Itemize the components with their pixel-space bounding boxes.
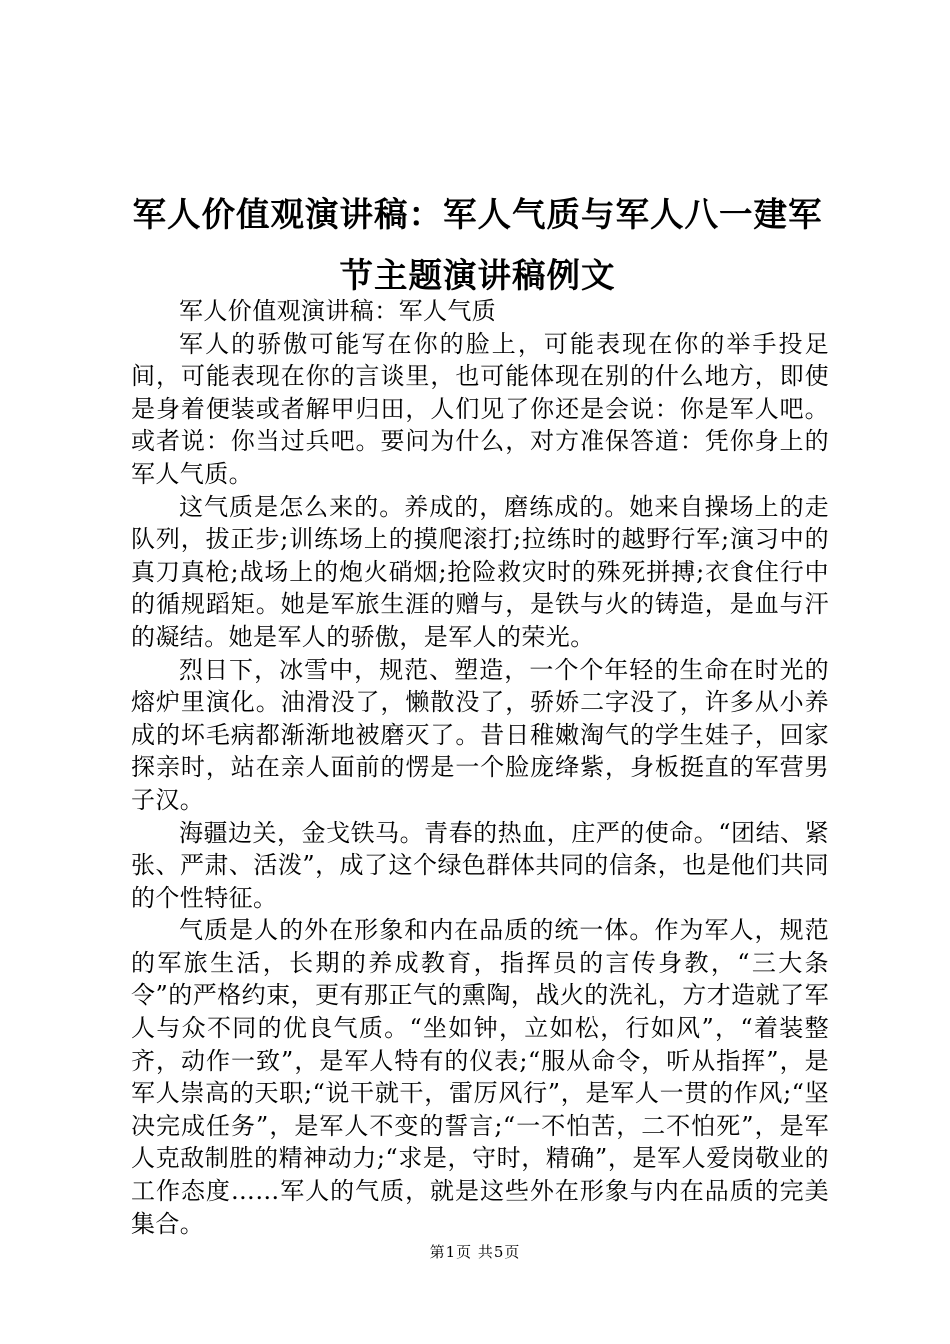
- paragraph: 军人的骄傲可能写在你的脸上，可能表现在你的举手投足间，可能表现在你的言谈里，也可能体现在别的什么地方，即使是身着便装或者解甲归田，人们见了你还是会说：你是军人吧。或者说：你当过兵吧。要问为什么，对方准保答道：凭你身上的军人气质。: [131, 329, 829, 488]
- paragraph: 气质是人的外在形象和内在品质的统一体。作为军人，规范的军旅生活，长期的养成教育，指挥员的言传身教，“三大条令”的严格约束，更有那正气的熏陶，战火的洗礼，方才造就了军人与众不同的优良气质。“坐如钟，立如松，行如风”，“着装整齐，动作一致”，是军人特有的仪表;“服从命令，听从指挥”，是军人崇高的天职;“说干就干，雷厉风行”，是军人一贯的作风;“坚决完成任务”，是军人不变的誓言;“一不怕苦，二不怕死”，是军人克敌制胜的精神动力;“求是，守时，精确”，是军人爱岗敬业的工作态度……军人的气质，就是这些外在形象与内在品质的完美集合。: [131, 916, 829, 1238]
- paragraph: 海疆边关，金戈铁马。青春的热血，庄严的使命。“团结、紧张、严肃、活泼”，成了这个绿色群体共同的信条，也是他们共同的个性特征。: [131, 818, 829, 912]
- subtitle-line: 军人价值观演讲稿：军人气质: [179, 297, 497, 325]
- document-body: [131, 295, 829, 1240]
- paragraph: 烈日下，冰雪中，规范、塑造，一个个年轻的生命在时光的熔炉里演化。油滑没了，懒散没了，骄娇二字没了，许多从小养成的坏毛病都渐渐地被磨灭了。昔日稚嫩淘气的学生娃子，回家探亲时，站在亲人面前的愣是一个脸庞绛紫，身板挺直的军营男子汉。: [131, 655, 829, 814]
- paragraph: 这气质是怎么来的。养成的，磨练成的。她来自操场上的走队列，拔正步;训练场上的摸爬滚打;拉练时的越野行军;演习中的真刀真枪;战场上的炮火硝烟;抢险救灾时的殊死拼搏;衣食住行中的循规蹈矩。她是军旅生涯的赠与，是铁与火的铸造，是血与汗的凝结。她是军人的骄傲，是军人的荣光。: [131, 492, 829, 651]
- document-title: 军人价值观演讲稿：军人气质与军人八一建军节主题演讲稿例文: [132, 195, 823, 295]
- page-number-footer: 第1页 共5页: [429, 1243, 521, 1261]
